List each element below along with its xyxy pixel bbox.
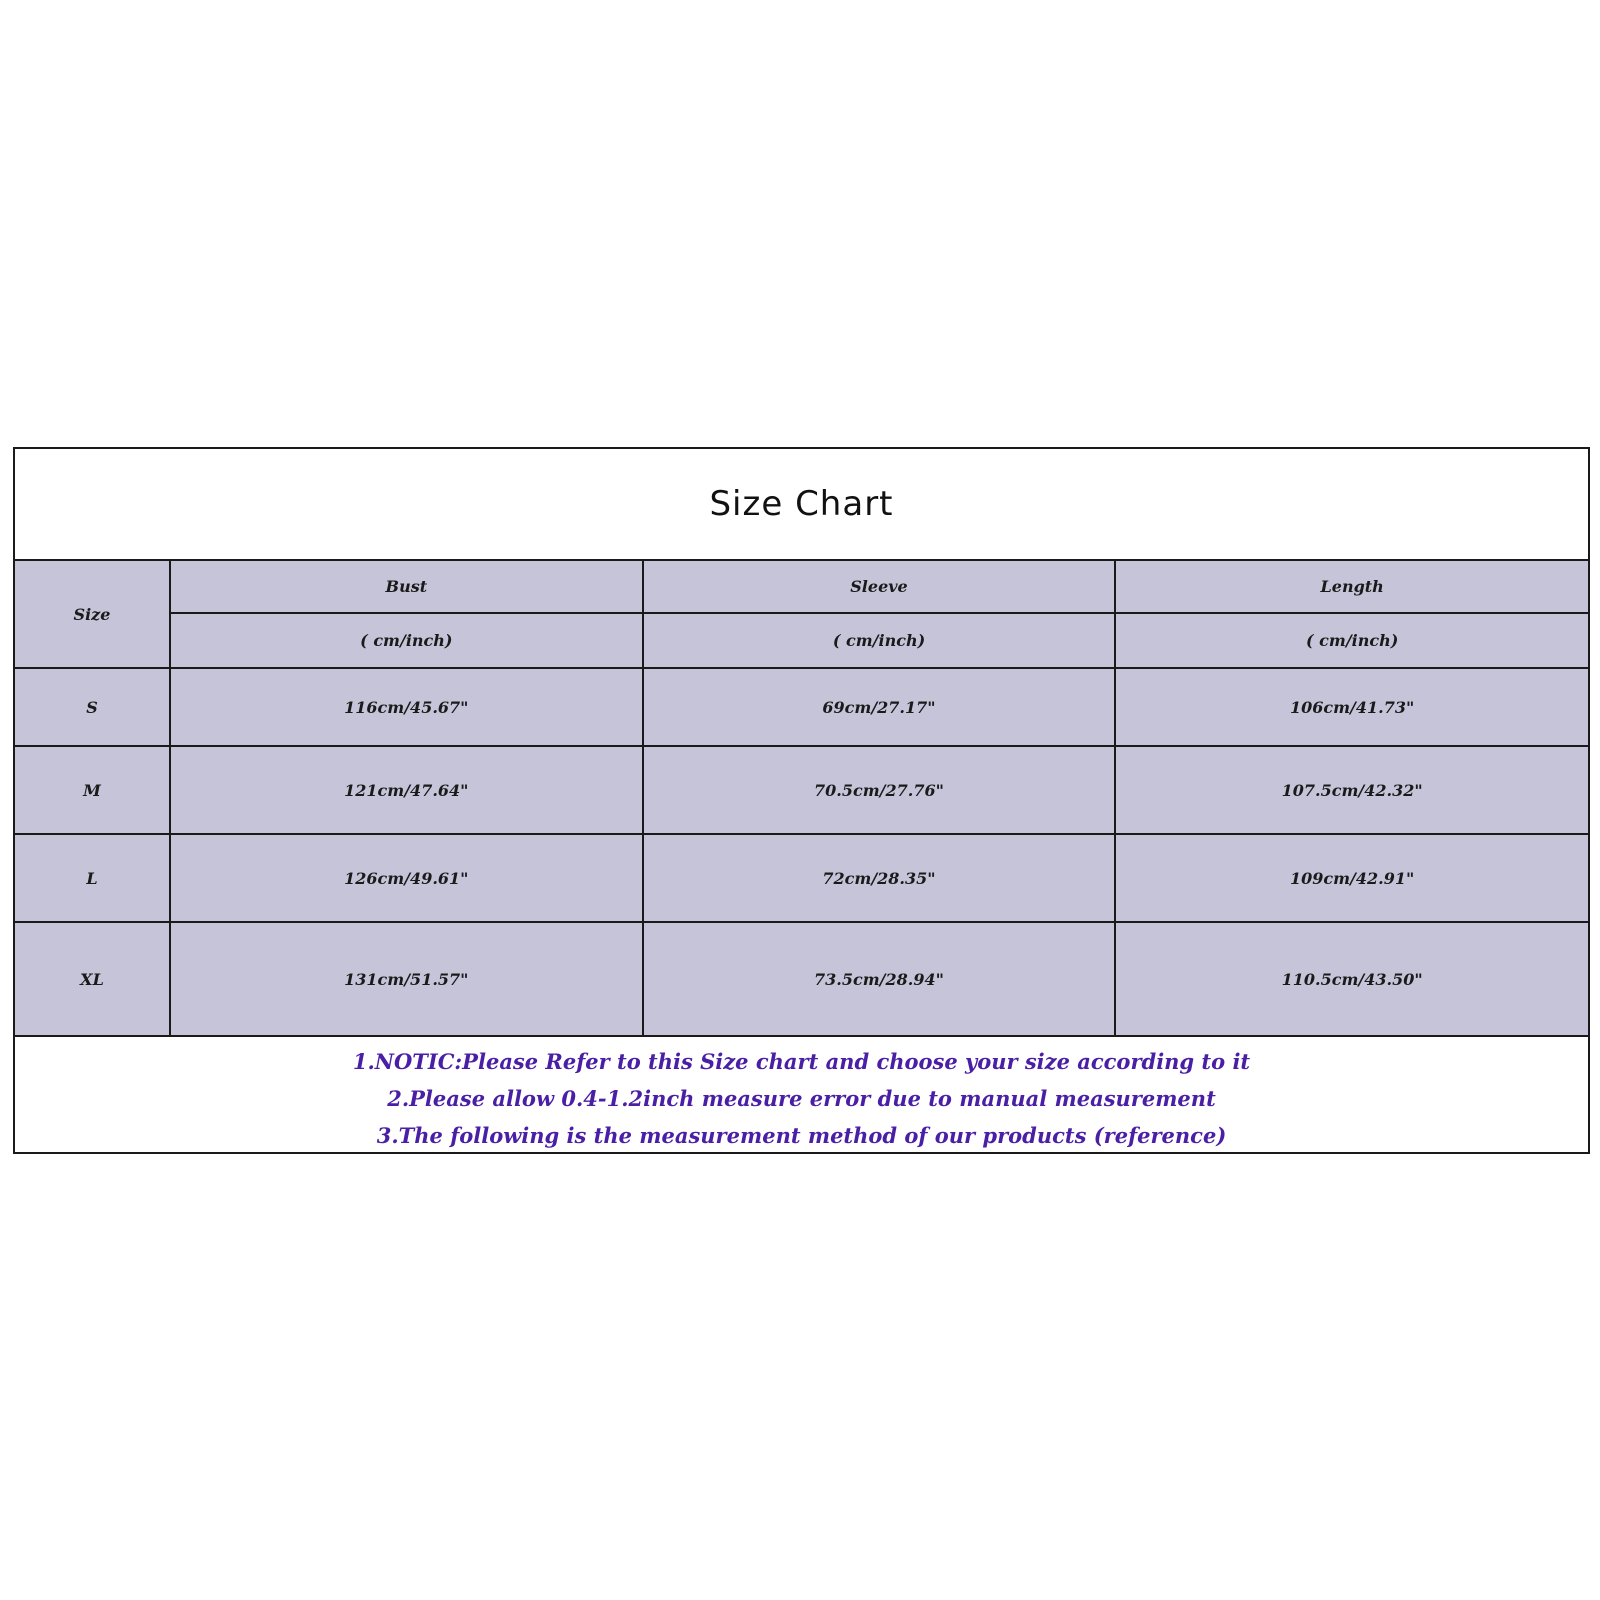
bust-cell: 121cm/47.64" [170,746,643,834]
size-cell: M [15,746,170,834]
sleeve-cell: 70.5cm/27.76" [643,746,1116,834]
note-line: 1.NOTIC:Please Refer to this Size chart and choose your size according to it [352,1049,1251,1074]
title-row [15,449,1588,561]
sleeve-cell: 72cm/28.35" [643,834,1116,922]
unit-bust: ( cm/inch) [170,613,643,668]
unit-length: ( cm/inch) [1115,613,1588,668]
table-row [15,668,1588,746]
note-line: 3.The following is the measurement method of our products (reference) [376,1123,1227,1148]
notes-section [15,1037,1588,1154]
note-line: 2.Please allow 0.4-1.2inch measure error due to manual measurement [387,1086,1216,1111]
length-cell: 106cm/41.73" [1115,668,1588,746]
length-cell: 107.5cm/42.32" [1115,746,1588,834]
table-row [15,834,1588,922]
column-header-length: Length [1115,561,1588,613]
table-row [15,746,1588,834]
header-row [15,561,1588,613]
size-cell: S [15,668,170,746]
sleeve-cell: 69cm/27.17" [643,668,1116,746]
size-cell: L [15,834,170,922]
length-cell: 109cm/42.91" [1115,834,1588,922]
column-header-sleeve: Sleeve [643,561,1116,613]
bust-cell: 126cm/49.61" [170,834,643,922]
chart-title: Size Chart [709,484,894,524]
size-header: Size [15,561,170,668]
unit-row [15,613,1588,668]
size-chart-panel [13,447,1590,1154]
table-row [15,922,1588,1036]
bust-cell: 131cm/51.57" [170,922,643,1036]
size-cell: XL [15,922,170,1036]
size-table [15,561,1588,1037]
sleeve-cell: 73.5cm/28.94" [643,922,1116,1036]
bust-cell: 116cm/45.67" [170,668,643,746]
length-cell: 110.5cm/43.50" [1115,922,1588,1036]
column-header-bust: Bust [170,561,643,613]
unit-sleeve: ( cm/inch) [643,613,1116,668]
